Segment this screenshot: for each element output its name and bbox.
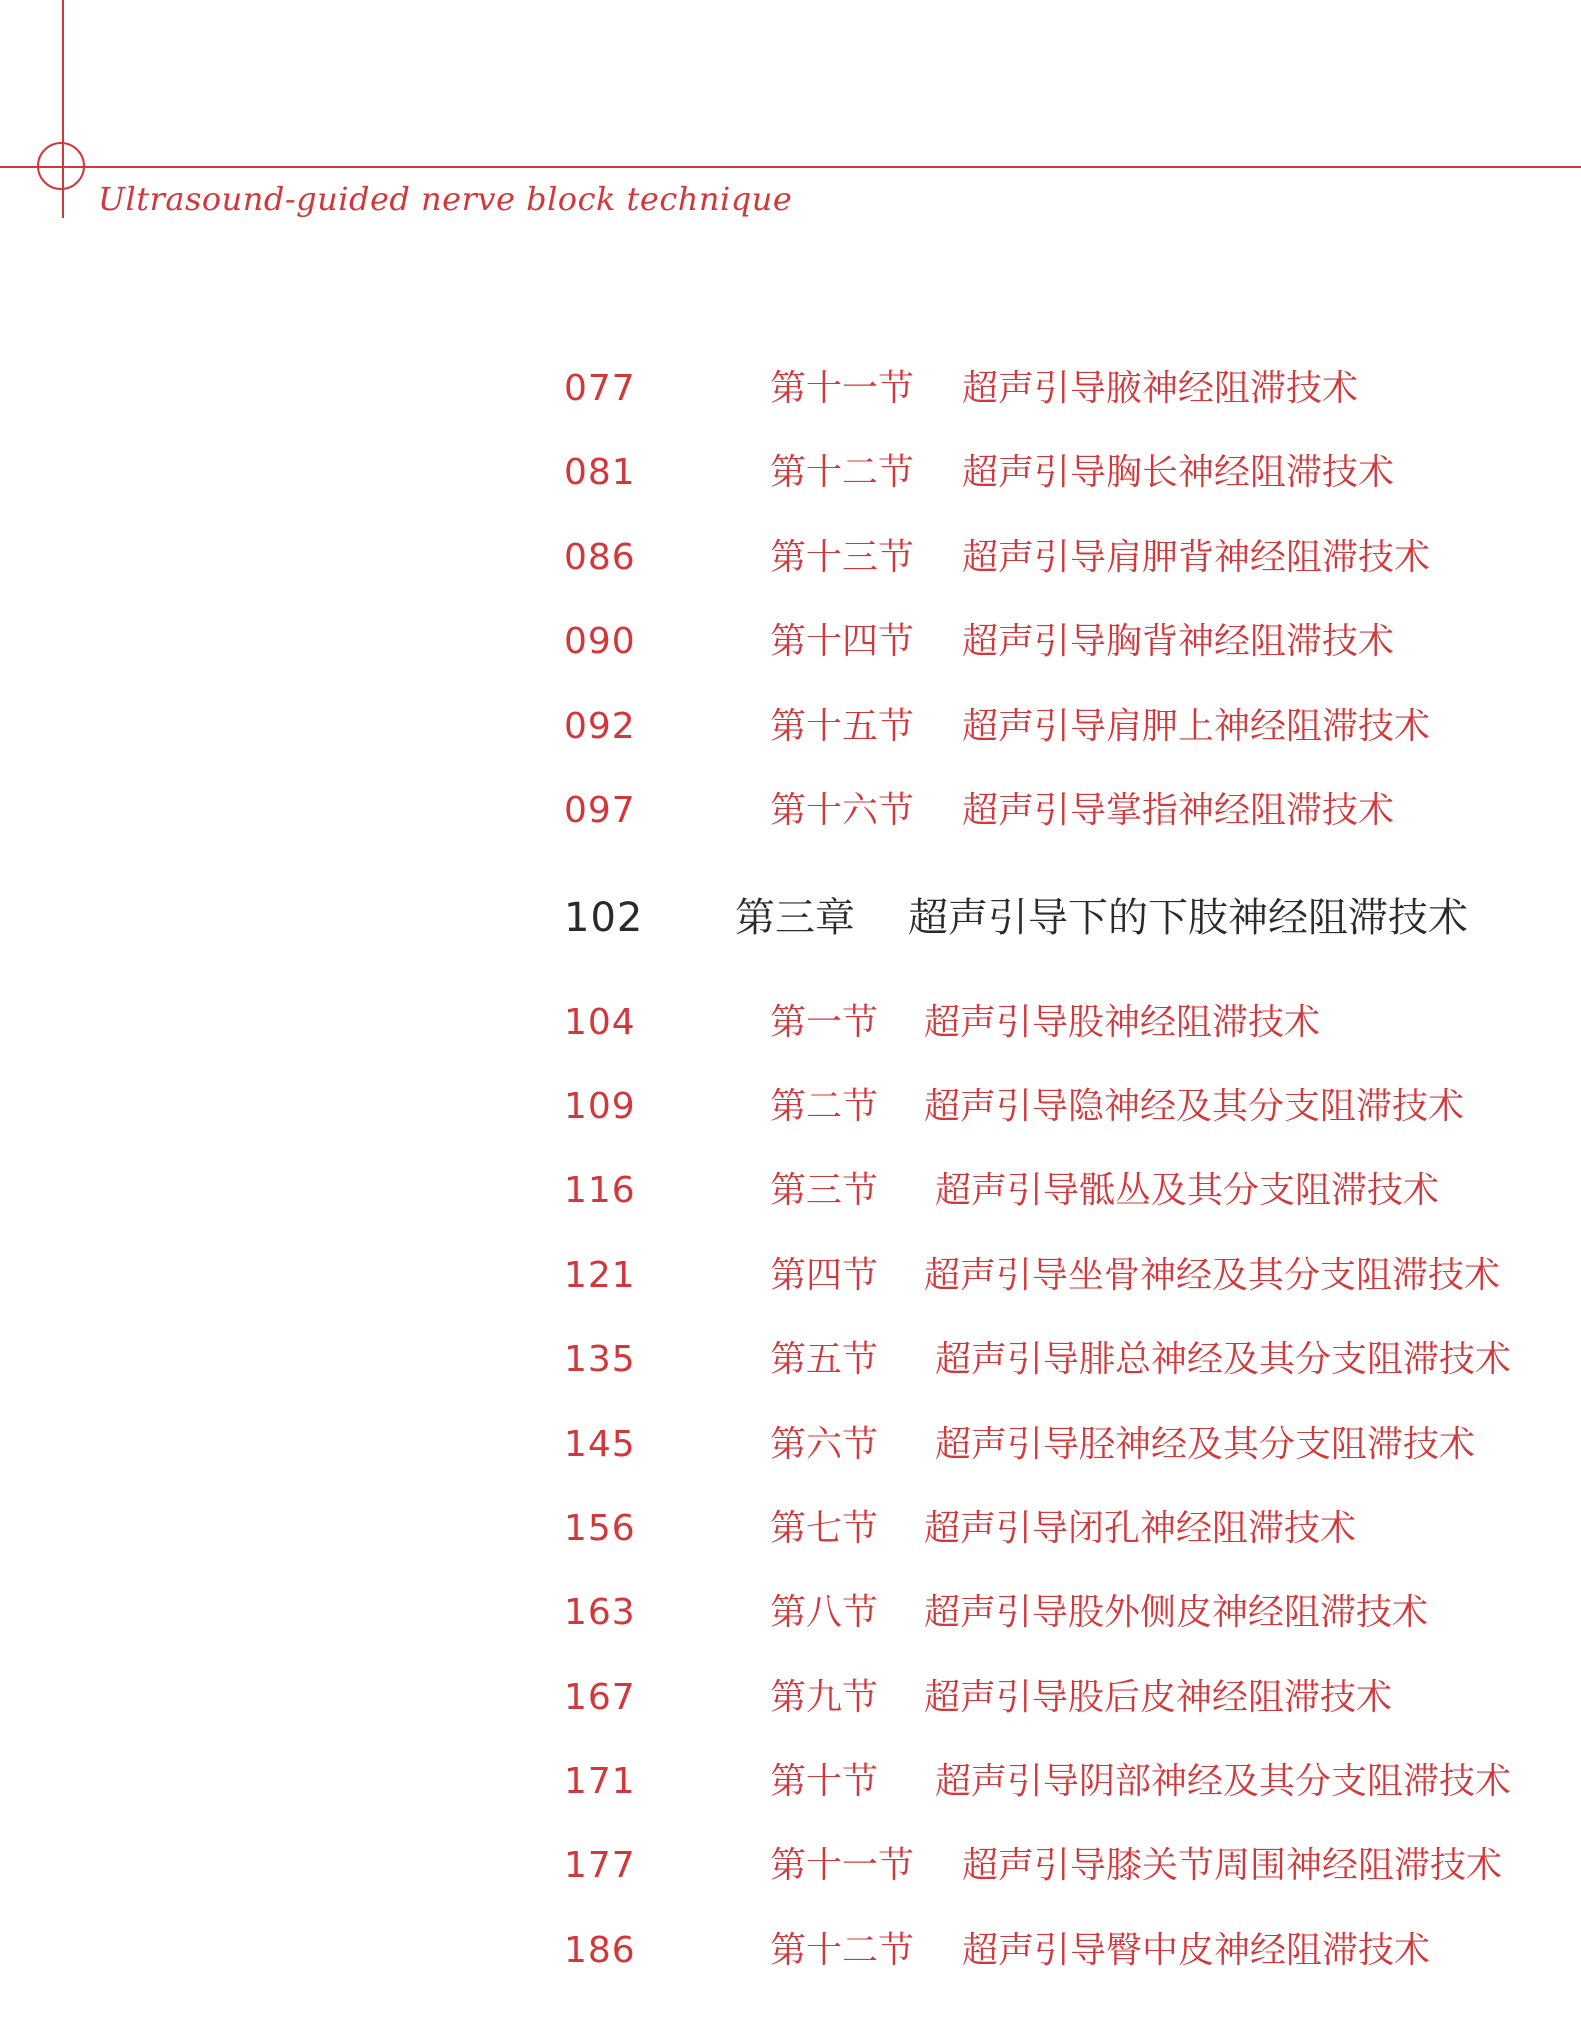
toc-page-number: 167 [564,1677,636,1718]
toc-section-label: 第七节 [770,1508,879,1549]
toc-section-label: 第十二节 [770,1930,915,1971]
running-title: Ultrasound-guided nerve block technique [98,180,793,218]
toc-section-label: 第一节 [770,1002,879,1043]
toc-page-number: 116 [564,1170,636,1211]
toc-page-number: 156 [564,1508,636,1549]
toc-section-label: 第十四节 [770,621,915,662]
toc-section-label: 第六节 [770,1424,879,1465]
toc-section-title: 超声引导腋神经阻滞技术 [962,368,1359,409]
toc-page-number: 092 [564,706,636,747]
toc-section-title: 超声引导股神经阻滞技术 [924,1002,1321,1043]
toc-entry[interactable] [0,533,1581,583]
toc-entry[interactable] [0,1420,1581,1470]
toc-page-number: 177 [564,1845,636,1886]
toc-page-number: 090 [564,621,636,662]
toc-section-label: 第十一节 [770,1845,915,1886]
toc-page-number: 186 [564,1930,636,1971]
toc-entry[interactable] [0,1251,1581,1301]
toc-section-title: 超声引导坐骨神经及其分支阻滞技术 [924,1255,1501,1296]
toc-chapter-title: 超声引导下的下肢神经阻滞技术 [908,895,1468,941]
toc-page-number: 102 [564,895,644,941]
toc-section-title: 超声引导肩胛背神经阻滞技术 [962,537,1431,578]
toc-entry[interactable] [0,1082,1581,1132]
toc-page-number: 097 [564,790,636,831]
toc-section-label: 第十一节 [770,368,915,409]
toc-entry[interactable] [0,1926,1581,1976]
toc-section-title: 超声引导股外侧皮神经阻滞技术 [924,1592,1429,1633]
toc-page-number: 077 [564,368,636,409]
toc-entry[interactable] [0,448,1581,498]
toc-section-label: 第二节 [770,1086,879,1127]
toc-section-label: 第四节 [770,1255,879,1296]
toc-page-number: 135 [564,1339,636,1380]
toc-page-number: 121 [564,1255,636,1296]
toc-entry[interactable] [0,1504,1581,1554]
toc-entry[interactable] [0,702,1581,752]
toc-chapter-label: 第三章 [735,895,855,941]
toc-page-number: 171 [564,1761,636,1802]
toc-chapter-entry[interactable] [0,893,1581,943]
toc-entry[interactable] [0,1335,1581,1385]
toc-page-number: 163 [564,1592,636,1633]
toc-section-label: 第十节 [770,1761,879,1802]
toc-section-title: 超声引导阴部神经及其分支阻滞技术 [935,1761,1512,1802]
toc-section-title: 超声引导臀中皮神经阻滞技术 [962,1930,1431,1971]
toc-page-number: 109 [564,1086,636,1127]
toc-entry[interactable] [0,1166,1581,1216]
toc-entry[interactable] [0,1757,1581,1807]
toc-page-number: 081 [564,452,636,493]
toc-page-number: 145 [564,1424,636,1465]
toc-section-title: 超声引导肩胛上神经阻滞技术 [962,706,1431,747]
toc-section-label: 第十二节 [770,452,915,493]
toc-entry[interactable] [0,617,1581,667]
toc-section-title: 超声引导闭孔神经阻滞技术 [924,1508,1357,1549]
toc-section-title: 超声引导骶丛及其分支阻滞技术 [935,1170,1440,1211]
toc-section-title: 超声引导隐神经及其分支阻滞技术 [924,1086,1465,1127]
toc-entry[interactable] [0,1841,1581,1891]
toc-page-number: 086 [564,537,636,578]
toc-entry[interactable] [0,786,1581,836]
toc-section-title: 超声引导股后皮神经阻滞技术 [924,1677,1393,1718]
toc-entry[interactable] [0,998,1581,1048]
toc-section-title: 超声引导掌指神经阻滞技术 [962,790,1395,831]
toc-section-label: 第五节 [770,1339,879,1380]
toc-page-number: 104 [564,1002,636,1043]
toc-section-label: 第十五节 [770,706,915,747]
toc-section-label: 第三节 [770,1170,879,1211]
toc-entry[interactable] [0,1588,1581,1638]
toc-section-title: 超声引导胸背神经阻滞技术 [962,621,1395,662]
toc-section-title: 超声引导胸长神经阻滞技术 [962,452,1395,493]
toc-section-label: 第九节 [770,1677,879,1718]
crosshair-ornament-icon [37,142,85,190]
header-horizontal-rule [0,166,1581,168]
toc-section-title: 超声引导膝关节周围神经阻滞技术 [962,1845,1503,1886]
toc-section-label: 第十三节 [770,537,915,578]
toc-section-title: 超声引导胫神经及其分支阻滞技术 [935,1424,1476,1465]
toc-entry[interactable] [0,1673,1581,1723]
toc-section-label: 第十六节 [770,790,915,831]
toc-entry[interactable] [0,364,1581,414]
toc-section-title: 超声引导腓总神经及其分支阻滞技术 [935,1339,1512,1380]
toc-section-label: 第八节 [770,1592,879,1633]
